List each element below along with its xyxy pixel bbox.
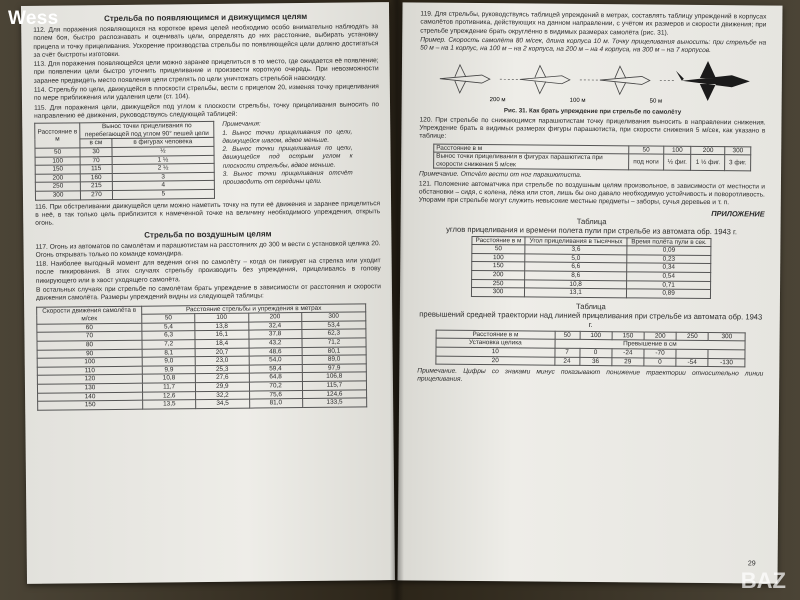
- trajectory-table-row-cell: -24: [612, 349, 644, 358]
- parachutist-table-cell: 50: [629, 146, 664, 155]
- trajectory-table-row-cell: -54: [676, 358, 708, 367]
- aircraft-table-row-cell: 5,4: [142, 322, 195, 331]
- lead-table: [34, 121, 215, 200]
- parachutist-table-cell: 300: [725, 146, 751, 155]
- lead-table-notes: Примечания: 1. Вынос точки прицеливания по цели, движущейся шагом, вдвое меньше. 2. Вынос точки прицеливания по цели, движущейся под острым углом к плоскости стрельбы, вдвое меньше. 3. Вынос точки прицеливания отсчёт производить от середины цели.: [222, 120, 353, 187]
- trajectory-table-row-cell: 20: [436, 356, 555, 366]
- table-b-title: Таблица: [575, 301, 606, 311]
- figure-caption: Рис. 31. Как брать упреждение при стрельбе по самолёту: [503, 107, 682, 117]
- parachutist-table-cell: 100: [663, 146, 691, 155]
- aircraft-table-row-cell: 81,0: [249, 399, 302, 408]
- trajectory-table-header-distance: Расстояние в м: [436, 330, 555, 340]
- table-b-subtitle: превышений средней траектории над линией прицеливания при стрельбе из автомата обр. 1943 г.: [419, 309, 763, 329]
- lead-table-row-cell: 2 ½: [112, 164, 214, 174]
- parachutist-table-cell: 1 ½ фиг.: [691, 155, 725, 171]
- trajectory-table-col: 150: [612, 331, 644, 340]
- trajectory-table: [435, 329, 745, 367]
- trajectory-table-row-cell: [708, 350, 745, 359]
- paragraph-119: 119. Для стрельбы, руководствуясь таблицей упреждений в метрах, составлять таблицу упреждений в корпусах самолётов противника, действующих на данном направлении, с учётом их размеров и скорости движения; при стрельбе упреждение брать округлённо в видимых размерах самолёта (рис. 31).: [420, 10, 767, 37]
- aircraft-table-row-cell: 53,4: [302, 321, 366, 330]
- aircraft-table-row-cell: 29,9: [196, 382, 249, 391]
- left-page: [21, 2, 395, 584]
- parachutist-table-cell: 3 фиг.: [725, 155, 751, 171]
- sight-table-row-cell: 150: [472, 262, 525, 271]
- parachutist-table-cell: под ноги: [629, 154, 664, 170]
- sight-table-body: [471, 245, 710, 299]
- parachutist-table-row1-label: Расстояние в м: [434, 144, 629, 154]
- aircraft-table-col: 200: [248, 313, 301, 322]
- aircraft-table-row-cell: 80: [37, 340, 142, 350]
- right-page: [397, 2, 782, 583]
- trajectory-note: Примечание. Цифры со знаками минус показывают понижение траектории относительно линии прицеливания.: [417, 367, 764, 384]
- trajectory-table-row-cell: -130: [708, 358, 745, 367]
- aircraft-table-row-cell: 8,1: [142, 348, 195, 357]
- aircraft-table-row-cell: 64,8: [249, 373, 302, 382]
- sight-table-row-cell: 0,34: [627, 263, 711, 272]
- trajectory-table-header-excess: Превышение в см: [555, 340, 745, 350]
- table-a-title: Таблица: [576, 216, 607, 226]
- trajectory-table-row: [436, 356, 745, 367]
- trajectory-table-body: [436, 347, 745, 367]
- lead-table-subheader-cm: в см: [80, 139, 112, 148]
- plane-outline-1: [440, 65, 490, 93]
- paragraph-113: 113. Для поражения появляющейся цели можно заранее прицелиться в то место, где ожидается её появление; при появлении цели быстро уточнить прицеливание и произвести короткую очередь. При невозможности заранее предвидеть место появления цели стрелять по цели уничтожать стрельбой навскидку.: [33, 57, 379, 85]
- paragraph-112: 112. Для поражения появляющихся на короткое время целей необходимо особо внимательно наблюдать за полем боя, быстро распознавать и оценивать цели, определять до них расстояние, выбирать установку прицела и точку прицеливания. Ускорение производства стрельбы по появляющейся цели должно достигаться за счёт быстроты изготовки.: [33, 23, 379, 59]
- lead-table-row-cell: 160: [80, 173, 112, 182]
- trajectory-table-col: 50: [555, 331, 580, 340]
- sight-table-row-cell: 13,1: [524, 288, 626, 297]
- section-heading-air-targets: Стрельба по воздушным целям: [144, 228, 272, 240]
- aircraft-table-row-cell: 27,6: [196, 373, 249, 382]
- aircraft-table-row-cell: 23,0: [195, 356, 248, 365]
- aircraft-table-row-cell: 48,6: [249, 347, 302, 356]
- lead-table-row-cell: 1 ½: [112, 155, 214, 165]
- aircraft-table-row-cell: 130: [37, 383, 142, 393]
- trajectory-table-row-cell: [676, 349, 708, 358]
- fig-label: 100 м: [569, 98, 586, 105]
- lead-table-row-cell: 4: [112, 181, 214, 191]
- paragraph-118: 118. Наиболее выгодный момент для ведения огня по самолёту – когда он пикирует на стрелка или уходит после пикирования. В этих случаях стрельбу производить без упреждения, прицеливаясь в голову пикирующего или в хвост уходящего самолёта.: [35, 257, 381, 285]
- trajectory-table-row-cell: 0: [579, 348, 611, 357]
- trajectory-table-header-setting: Установка целика: [436, 339, 555, 349]
- trajectory-table-row-cell: 36: [579, 357, 611, 366]
- lead-table-row-cell: 5: [112, 189, 214, 199]
- lead-table-row-cell: 150: [35, 165, 80, 174]
- paragraph-115: 115. Для поражения цели, движущейся под углом к плоскости стрельбы, точку прицеливания выносить по направлению её движения, руководствуясь следующей таблицей:: [34, 100, 380, 120]
- aircraft-table-row-cell: 97,9: [302, 364, 366, 373]
- paragraph-117: 117. Огонь из автоматов по самолётам и парашютистам на расстояниях до 300 м вести с установкой целика 20. Огонь открывать только по команде командира.: [35, 239, 381, 259]
- fig-label: 200 м: [489, 97, 506, 104]
- plane-outline-2: [520, 66, 570, 94]
- aircraft-table-row-cell: 89,0: [302, 355, 366, 364]
- paragraph-120: 120. При стрельбе по снижающимся парашютистам точку прицеливания выносить в направлении снижения. Упреждение брать в видимых размерах фигуры парашютиста, при скорости снижения 5 м/сек, как указано в таблице:: [419, 116, 766, 141]
- aircraft-table-row-cell: 32,2: [196, 391, 249, 400]
- aircraft-table-row-cell: 16,1: [195, 330, 248, 339]
- aircraft-table-row-cell: 13,5: [143, 400, 196, 409]
- sight-table-row-cell: 200: [472, 270, 525, 279]
- aircraft-table-row-cell: 18,4: [195, 339, 248, 348]
- sight-table-row-cell: 250: [472, 279, 525, 288]
- paragraph-other-cases: В остальных случаях при стрельбе по самолётам брать упреждение в зависимости от расстояния и скорости движения самолёта. Размеры упреждений видны из следующей таблицы:: [35, 283, 381, 303]
- aircraft-table-row-cell: 20,7: [195, 348, 248, 357]
- sight-table-header: Расстояние в м: [472, 236, 525, 245]
- figure-31: [420, 55, 766, 108]
- lead-table-row-cell: 50: [35, 148, 80, 157]
- paragraph-116: 116. При обстреливании движущейся цели можно наметить точку на пути её движения и заранее прицелиться в неё, в так только цель приблизится к намеченной точке на величину необходимого упреждения, открыть огонь.: [35, 199, 381, 228]
- parachutist-table-row2-label: Вынос точки прицеливания в фигурах парашютиста при скорости снижения 5 м/сек: [434, 152, 629, 170]
- aircraft-table-header-speed: Скорости движения самолёта в м/сек: [37, 306, 142, 324]
- parachutist-note: Примечание. Отсчёт вести от ног парашютиста.: [418, 170, 582, 180]
- sight-angle-table: [471, 236, 712, 299]
- sight-table-row-cell: 5,0: [525, 254, 627, 263]
- lead-table-row-cell: 200: [35, 174, 80, 183]
- appendix-heading: ПРИЛОЖЕНИЕ: [711, 208, 765, 219]
- aircraft-table-row-cell: 9,0: [142, 357, 195, 366]
- lead-table-row: [35, 189, 214, 199]
- aircraft-table-row-cell: 115,7: [302, 381, 366, 390]
- aircraft-table-row-cell: 34,5: [196, 399, 249, 408]
- sight-table-row-cell: 8,6: [525, 271, 627, 280]
- lead-table-row-cell: 250: [35, 182, 80, 191]
- trajectory-table-col: 250: [676, 332, 708, 341]
- aircraft-table-row-cell: 37,8: [248, 330, 301, 339]
- sight-table-row-cell: 0,23: [627, 255, 711, 264]
- fig-label: 50 м: [649, 98, 663, 106]
- table-a-subtitle: углов прицеливания и времени полета пули при стрельбе из автомата обр. 1943 г.: [446, 224, 738, 236]
- sight-table-row-cell: 50: [472, 245, 525, 254]
- paragraph-114: 114. Стрельбу по цели, движущейся в плоскости стрельбы, вести с прицелом 20, изменяя точку прицеливания по мере приближения или удаления цели (ст. 104).: [33, 83, 379, 103]
- sight-table-row-cell: 0,09: [627, 246, 711, 255]
- plane-solid: [676, 61, 750, 102]
- aircraft-table-col: 50: [142, 314, 195, 323]
- sight-table-row-cell: 300: [471, 288, 524, 297]
- sight-table-row-cell: 0,89: [627, 289, 711, 298]
- parachutist-table: [433, 143, 751, 172]
- aircraft-table-row-cell: 60: [37, 323, 142, 333]
- sight-table-row-cell: 0,54: [627, 272, 711, 281]
- sight-table-row-cell: 10,8: [525, 280, 627, 289]
- trajectory-table-row-cell: 10: [436, 347, 555, 357]
- lead-table-body: [35, 146, 215, 199]
- lead-table-header-lead: Вынос точки прицеливания по перебегающей под углом 90° пешей цели: [80, 122, 214, 140]
- example-text: Пример. Скорость самолёта 80 м/сек, длина корпуса 10 м. Точку прицеливания выносить: при стрельбе на 50 м – на 1 корпус, на 100 м – на 2 корпуса, на 200 м – на 4 корпуса, на 300 м – на 7 корпусов.: [420, 36, 767, 55]
- aircraft-table-row-cell: 133,5: [302, 398, 366, 407]
- lead-table-row-cell: 115: [80, 165, 112, 174]
- aircraft-table-row-cell: 12,6: [143, 391, 196, 400]
- trajectory-table-row-cell: 24: [554, 357, 579, 366]
- lead-table-row-cell: 3: [112, 172, 214, 182]
- aircraft-table-row-cell: 120: [37, 375, 142, 385]
- aircraft-table-row-cell: 7,2: [142, 340, 195, 349]
- trajectory-table-col: 300: [708, 332, 745, 341]
- aircraft-table-row-cell: 71,2: [302, 338, 366, 347]
- aircraft-table-row-cell: 106,8: [302, 372, 366, 381]
- aircraft-table-col: 300: [302, 312, 366, 321]
- aircraft-lead-table: [36, 303, 367, 411]
- sight-table-row-cell: 6,6: [525, 262, 627, 271]
- plane-outline-3: [600, 67, 650, 95]
- page-number: 29: [747, 560, 756, 568]
- lead-table-row-cell: 70: [80, 156, 112, 165]
- aircraft-table-row-cell: 124,6: [302, 389, 366, 398]
- aircraft-table-row-cell: 80,1: [302, 346, 366, 355]
- section-heading-moving-targets: Стрельба по появляющимся и движущимся целям: [104, 11, 308, 24]
- lead-table-row-cell: 100: [35, 156, 80, 165]
- aircraft-table-row-cell: 70,2: [249, 381, 302, 390]
- lead-table-header-distance: Расстояние в м: [35, 123, 80, 148]
- aircraft-table-row-cell: 25,3: [196, 365, 249, 374]
- lead-table-row-cell: 30: [80, 148, 112, 157]
- lead-table-row-cell: ½: [112, 146, 214, 156]
- aircraft-table-row-cell: 70: [37, 332, 142, 342]
- aircraft-table-row-cell: 6,3: [142, 331, 195, 340]
- paragraph-121: 121. Положение автоматчика при стрельбе по воздушным целям произвольное, в зависимости от местности и обстановки – сидя, с колена, лёжа или стоя, лишь бы оно давало необходимую устойчивость и поворотливость. Упорами при стрельбе могут служить невысокие местные предметы – заборы, сучья деревьев и т. п.: [418, 180, 765, 207]
- trajectory-table-row-cell: 29: [612, 357, 644, 366]
- watermark-wess: Wess: [8, 8, 59, 29]
- aircraft-table-row-cell: 9,9: [142, 365, 195, 374]
- aircraft-table-row-cell: 75,6: [249, 390, 302, 399]
- sight-table-header: Время полёта пули в сек.: [627, 237, 711, 246]
- book-gutter: [390, 0, 404, 600]
- aircraft-table-row-cell: 110: [37, 366, 142, 376]
- aircraft-table-row-cell: 10,8: [142, 374, 195, 383]
- lead-table-block: [34, 119, 380, 200]
- trajectory-table-col: 200: [644, 332, 676, 341]
- trajectory-table-row-cell: -70: [644, 349, 676, 358]
- aircraft-table-row-cell: 11,7: [142, 383, 195, 392]
- aircraft-table-header-distance: Расстояние стрельбы и упреждения в метрах: [142, 303, 366, 314]
- lead-table-subheader-figures: в фигурах человека: [112, 138, 214, 148]
- aircraft-table-row-cell: 59,4: [249, 364, 302, 373]
- watermark-baz: BAZ: [740, 568, 786, 593]
- lead-table-row-cell: 215: [80, 182, 112, 191]
- aircraft-table-row-cell: 90: [37, 349, 142, 359]
- aircraft-table-row-cell: 54,0: [249, 356, 302, 365]
- trajectory-table-col: 100: [580, 331, 612, 340]
- sight-table-row-cell: 0,71: [627, 280, 711, 289]
- aircraft-table-row-cell: 13,8: [195, 322, 248, 331]
- aircraft-table-body: [37, 321, 367, 410]
- sight-table-row: [471, 288, 710, 299]
- aircraft-table-row-cell: 100: [37, 357, 142, 367]
- parachutist-table-cell: 200: [691, 146, 725, 155]
- aircraft-table-row-cell: 62,3: [302, 329, 366, 338]
- lead-table-row-cell: 270: [81, 191, 113, 200]
- sight-table-row-cell: 100: [472, 253, 525, 262]
- aircraft-table-row-cell: 150: [38, 400, 143, 410]
- aircraft-table-row-cell: 140: [38, 392, 143, 402]
- sight-table-header: Угол прицеливания в тысячных: [525, 237, 627, 246]
- aircraft-table-row-cell: 32,4: [248, 321, 301, 330]
- parachutist-table-cell: ½ фиг.: [663, 154, 691, 170]
- trajectory-table-row-cell: 7: [555, 348, 580, 357]
- aircraft-table-col: 100: [195, 313, 248, 322]
- lead-table-row-cell: 300: [35, 191, 80, 200]
- aircraft-lead-figure: [420, 55, 766, 108]
- trajectory-table-row-cell: 0: [644, 358, 676, 367]
- aircraft-table-row-cell: 43,2: [249, 338, 302, 347]
- sight-table-row-cell: 3,6: [525, 245, 627, 254]
